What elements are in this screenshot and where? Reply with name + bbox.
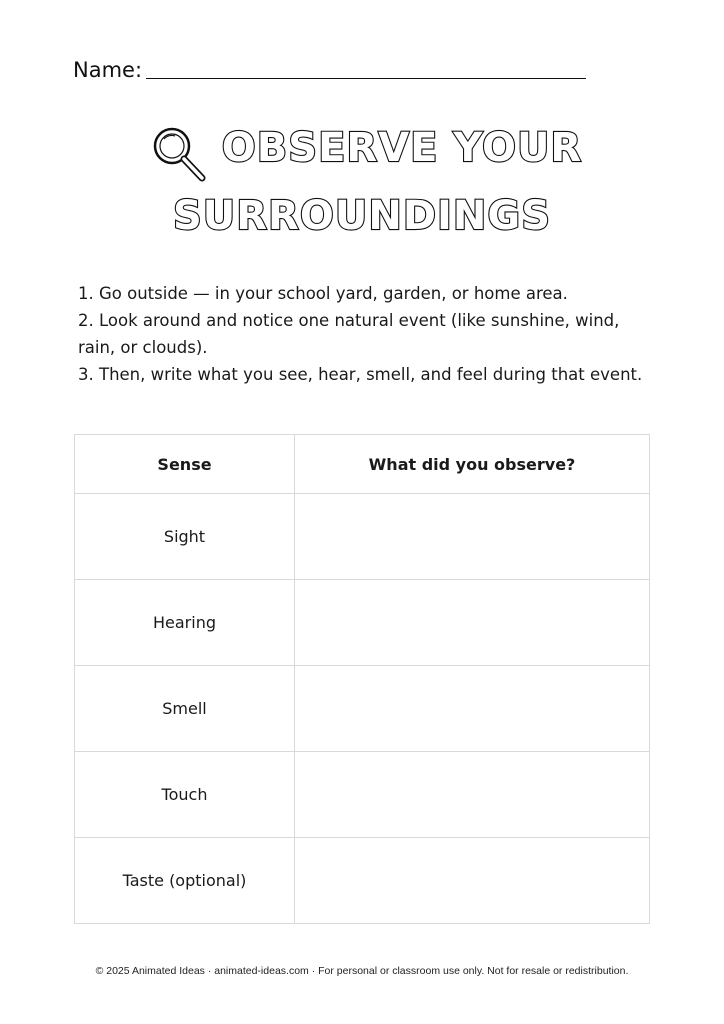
observation-cell[interactable]	[295, 666, 650, 752]
name-label: Name:	[73, 58, 143, 82]
sense-cell: Sight	[75, 494, 295, 580]
name-blank-line[interactable]	[146, 60, 586, 79]
column-header-sense: Sense	[75, 435, 295, 494]
sense-cell: Taste (optional)	[75, 838, 295, 924]
copyright-footer: © 2025 Animated Ideas · animated-ideas.com · For personal or classroom use only. Not for resale or redistribution.	[95, 965, 629, 977]
table-row	[75, 580, 650, 666]
table-row	[75, 752, 650, 838]
observation-cell[interactable]	[295, 752, 650, 838]
sense-cell: Hearing	[75, 580, 295, 666]
instruction-step-2: 2. Look around and notice one natural event (like sunshine, wind, rain, or clouds).	[78, 311, 620, 357]
observation-cell[interactable]	[295, 580, 650, 666]
instruction-step-1: 1. Go outside — in your school yard, garden, or home area.	[78, 284, 568, 303]
instructions	[78, 280, 658, 388]
table-row	[75, 494, 650, 580]
magnifying-glass-icon	[155, 129, 202, 178]
column-header-observation: What did you observe?	[295, 435, 650, 494]
table-header-row	[75, 435, 650, 494]
observation-table	[74, 434, 650, 924]
table-row	[75, 666, 650, 752]
sense-cell: Touch	[75, 752, 295, 838]
name-field	[73, 58, 586, 82]
observation-cell[interactable]	[295, 838, 650, 924]
observation-cell[interactable]	[295, 494, 650, 580]
sense-cell: Smell	[75, 666, 295, 752]
instruction-step-3: 3. Then, write what you see, hear, smell, and feel during that event.	[78, 365, 643, 384]
table-row	[75, 838, 650, 924]
title-line-2: SURROUNDINGS	[172, 193, 552, 239]
worksheet-title	[0, 112, 724, 242]
title-line-1: OBSERVE YOUR	[221, 125, 583, 171]
